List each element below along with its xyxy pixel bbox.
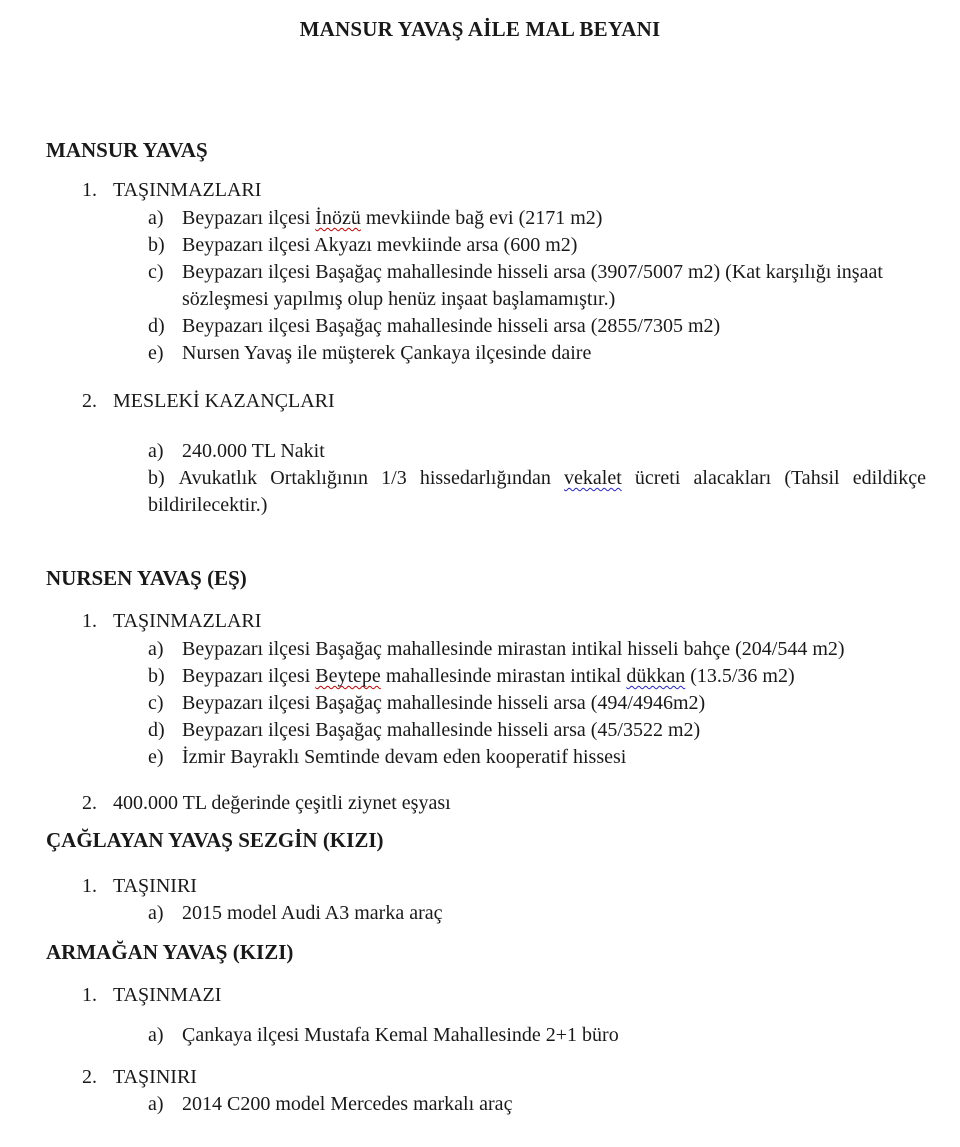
list-item	[0, 340, 926, 367]
item-letter: a)	[148, 1093, 164, 1115]
list-number: 2.	[82, 792, 97, 814]
item-letter: b)	[148, 665, 165, 687]
item-text-part: Beypazarı ilçesi Başağaç mahallesinde hisseli arsa (494/4946m2)	[182, 692, 706, 714]
item-letter: a)	[148, 440, 164, 462]
item-letter: c)	[148, 261, 164, 283]
list-item	[0, 690, 926, 717]
item-text-part: Beypazarı ilçesi Başağaç mahallesinde hisseli arsa (3907/5007 m2) (Kat karşılığı inşaat sözleşmesi yapılmış olup henüz inşaat başlamamıştır.)	[182, 261, 883, 310]
list-item	[0, 232, 926, 259]
list-label: TAŞINMAZLARI	[113, 610, 262, 632]
item-text-part: 2014 C200 model Mercedes markalı araç	[182, 1093, 513, 1115]
item-text-part: Nursen Yavaş ile müşterek Çankaya ilçesinde daire	[182, 342, 592, 364]
item-text-part: Beypazarı ilçesi Başağaç mahallesinde hisseli arsa (2855/7305 m2)	[182, 315, 721, 337]
list-label: MESLEKİ KAZANÇLARI	[113, 390, 335, 412]
list-number: 2.	[82, 390, 97, 412]
section-heading: MANSUR YAVAŞ	[46, 138, 208, 162]
item-letter: c)	[148, 692, 164, 714]
misspelled-word: İnözü	[315, 207, 361, 229]
misspelled-word: Beytepe	[315, 665, 381, 687]
misspelled-word: dükkan	[626, 665, 686, 687]
list-number: 2.	[82, 1066, 97, 1088]
list-number: 1.	[82, 179, 97, 201]
list-number: 1.	[82, 875, 97, 897]
list-label-row	[0, 982, 926, 1009]
list-label: TAŞINMAZI	[113, 984, 222, 1006]
list-label-row	[0, 177, 926, 204]
item-text-part: İzmir Bayraklı Semtinde devam eden kooperatif hissesi	[182, 746, 627, 768]
list-label-row	[0, 873, 926, 900]
item-text-part: Beypazarı ilçesi	[182, 665, 316, 687]
list-label: TAŞINIRI	[113, 875, 197, 897]
list-item	[0, 438, 926, 465]
section-heading: ÇAĞLAYAN YAVAŞ SEZGİN (KIZI)	[46, 828, 384, 852]
misspelled-word: vekalet	[564, 467, 622, 489]
item-letter: d)	[148, 719, 165, 741]
item-letter: a)	[148, 638, 164, 660]
item-letter: d)	[148, 315, 165, 337]
list-item	[0, 313, 926, 340]
list-label-row	[0, 1064, 926, 1091]
item-text-part: (13.5/36 m2)	[685, 665, 795, 687]
item-text-part: Beypazarı ilçesi Akyazı mevkiinde arsa (600 m2)	[182, 234, 578, 256]
item-text-part: Beypazarı ilçesi Başağaç mahallesinde mirastan intikal hisseli bahçe (204/544 m2)	[182, 638, 845, 660]
item-letter: a)	[148, 902, 164, 924]
item-text-part: Çankaya ilçesi Mustafa Kemal Mahallesinde 2+1 büro	[182, 1024, 619, 1046]
item-text-part: Beypazarı ilçesi	[182, 207, 316, 229]
document-title: MANSUR YAVAŞ AİLE MAL BEYANI	[299, 17, 661, 41]
list-item	[0, 1022, 926, 1049]
item-text-part: Beypazarı ilçesi Başağaç mahallesinde hisseli arsa (45/3522 m2)	[182, 719, 701, 741]
item-text-part: Avukatlık Ortaklığının 1/3 hissedarlığından	[178, 467, 565, 489]
section-heading: ARMAĞAN YAVAŞ (KIZI)	[46, 940, 294, 964]
item-text-part: 2015 model Audi A3 marka araç	[182, 902, 443, 924]
list-label: 400.000 TL değerinde çeşitli ziynet eşyası	[113, 792, 451, 814]
list-number: 1.	[82, 610, 97, 632]
list-item	[0, 663, 926, 690]
list-label: TAŞINIRI	[113, 1066, 197, 1088]
list-item	[0, 205, 926, 232]
list-label-row	[0, 608, 926, 635]
item-letter: a)	[148, 207, 164, 229]
section-heading: NURSEN YAVAŞ (EŞ)	[46, 566, 247, 590]
item-text-part: 240.000 TL Nakit	[182, 440, 325, 462]
item-text-part: mevkiinde bağ evi (2171 m2)	[360, 207, 603, 229]
list-item	[0, 636, 926, 663]
list-item	[0, 1091, 926, 1118]
list-item	[0, 717, 926, 744]
item-letter: b)	[148, 467, 165, 489]
list-item	[0, 465, 926, 519]
item-text-part: ücreti alacakları (Tahsil edildikçe bildirilecektir.)	[148, 467, 926, 516]
list-item	[0, 259, 926, 313]
list-label-row	[0, 790, 926, 817]
list-item	[0, 744, 926, 771]
list-label-row	[0, 388, 926, 415]
item-text-part: mahallesinde mirastan intikal	[380, 665, 627, 687]
list-number: 1.	[82, 984, 97, 1006]
item-letter: a)	[148, 1024, 164, 1046]
item-letter: e)	[148, 342, 164, 364]
list-label: TAŞINMAZLARI	[113, 179, 262, 201]
item-letter: b)	[148, 234, 165, 256]
item-letter: e)	[148, 746, 164, 768]
document-body	[0, 43, 960, 1118]
list-item	[0, 900, 926, 927]
